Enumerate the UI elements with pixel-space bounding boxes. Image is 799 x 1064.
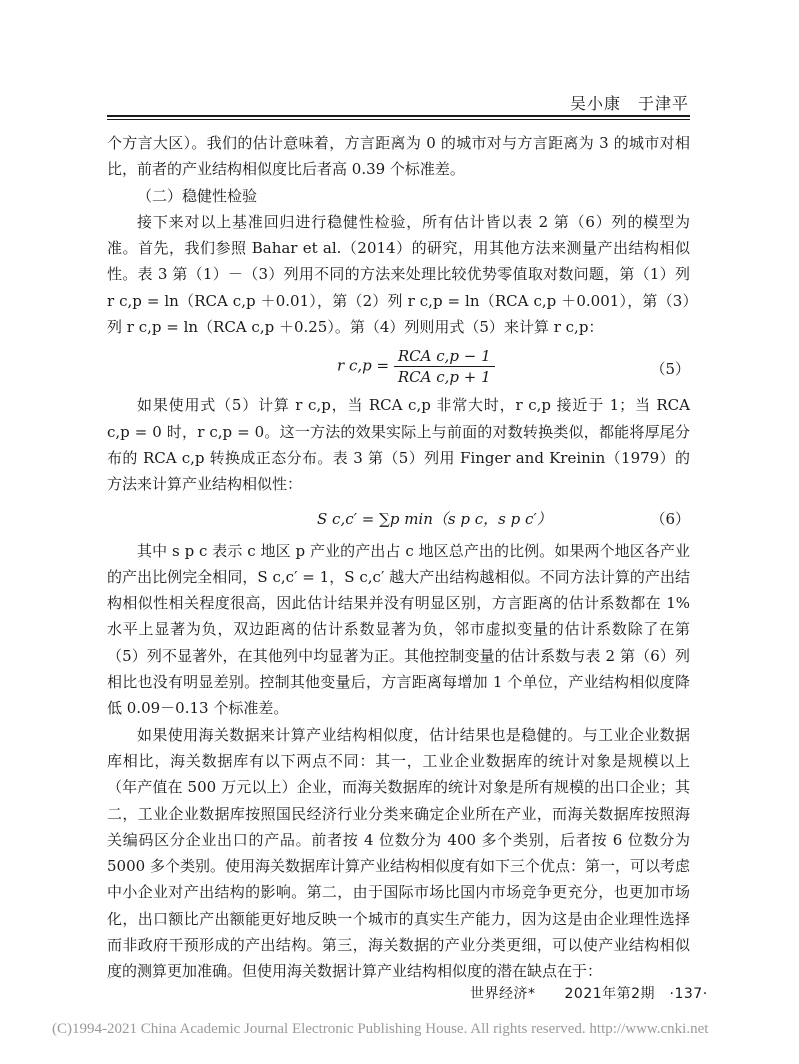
paragraph-1: 个方言大区）。我们的估计意味着，方言距离为 0 的城市对与方言距离为 3 的城市对相比，前者的产业结构相似度比后者高 0.39 个标准差。 <box>107 134 690 179</box>
header-authors: 吴小康 于津平 <box>569 94 689 113</box>
section-title: （二）稳健性检验 <box>137 186 258 205</box>
eq6-expression: S c,c′ = ∑p min（s p c，s p c′） <box>317 509 552 528</box>
paragraph-4: 其中 s p c 表示 c 地区 p 产业的产出占 c 地区总产出的比例。如果两个地区各产业的产出比例完全相同，S c,c′ = 1，S c,c′ 越大产出结构越相似。不同方法计算的产出结构相似性相关程度很高，因此估计结果并没有明显区别，方言距离的估计系数都在 1% 水平上显著为负，双边距离的估计系数显著为负，邻市虚拟变量的估计系数除了在第（5）列不显著外，在其他列中均显著为正。其他控制变量的估计系数与表 2 第（6）列相比也没有明显差别。控制其他变量后，方言距离每增加 1 个单位，产业结构相似度降低 0.09－0.13 个标准差。 <box>107 541 690 718</box>
paragraph-5: 如果使用海关数据来计算产业结构相似度，估计结果也是稳健的。与工业企业数据库相比，海关数据库有以下两点不同：其一，工业企业数据库的统计对象是规模以上（年产值在 500 万元以上）企业，而海关数据库的统计对象是所有规模的出口企业；其二，工业企业数据库按照国民经济行业分类来确定企业所在产业，而海关数据库按照海关编码区分企业出口的产品。前者按 4 位数分为 400 多个类别，后者按 6 位数分为 5000 多个类别。使用海关数据库计算产业结构相似度有如下三个优点：第一，可以考虑中小企业对产出结构的影响。第二，由于国际市场比国内市场竞争更充分，也更加市场化，出口额比产出额能更好地反映一个城市的真实生产能力，因为这是由企业理性选择而非政府干预形成的产出结构。第三，海关数据的产业分类更细，可以使产业结构相似度的测算更加准确。但使用海关数据计算产业结构相似度的潜在缺点在于： <box>107 725 690 981</box>
eq5-number: （5） <box>650 360 690 379</box>
paragraph-2: 接下来对以上基准回归进行稳健性检验，所有估计皆以表 2 第（6）列的模型为准。首先，我们参照 Bahar et al.（2014）的研究，用其他方法来测量产出结构相似性。表 3 第（1）－（3）列用不同的方法来处理比较优势零值取对数问题，第（1）列 r c,p = ln（RCA c,p ＋0.01），第（2）列 r c,p = ln（RCA c,p ＋0.001），第（3）列 r c,p = ln（RCA c,p ＋0.25）。第（4）列则用式（5）来计算 r c,p： <box>107 212 690 337</box>
eq6-number: （6） <box>650 509 690 528</box>
copyright-line: (C)1994-2021 China Academic Journal Electronic Publishing House. All rights reserved. http://www.cnki.net <box>52 1021 709 1037</box>
eq5-lhs: r c,p = <box>337 356 390 375</box>
paragraph-3: 如果使用式（5）计算 r c,p，当 RCA c,p 非常大时，r c,p 接近于 1；当 RCA c,p = 0 时，r c,p = 0。这一方法的效果实际上与前面的对数转换类似，都能将厚尾分布的 RCA c,p 转换成正态分布。表 3 第（5）列用 Finger and Kreinin（1979）的方法来计算产业结构相似性： <box>107 396 690 494</box>
header-rule-thin <box>107 119 690 120</box>
footer-journal: 世界经济* 2021年第2期 ·137· <box>470 986 708 1002</box>
header-rule <box>107 115 690 117</box>
equation-5 <box>107 346 690 388</box>
eq5-numerator: RCA c,p − 1 <box>394 346 495 367</box>
eq5-fraction <box>394 346 495 387</box>
eq5-denominator: RCA c,p + 1 <box>397 368 491 387</box>
equation-6 <box>107 504 690 534</box>
body-text <box>107 130 690 985</box>
